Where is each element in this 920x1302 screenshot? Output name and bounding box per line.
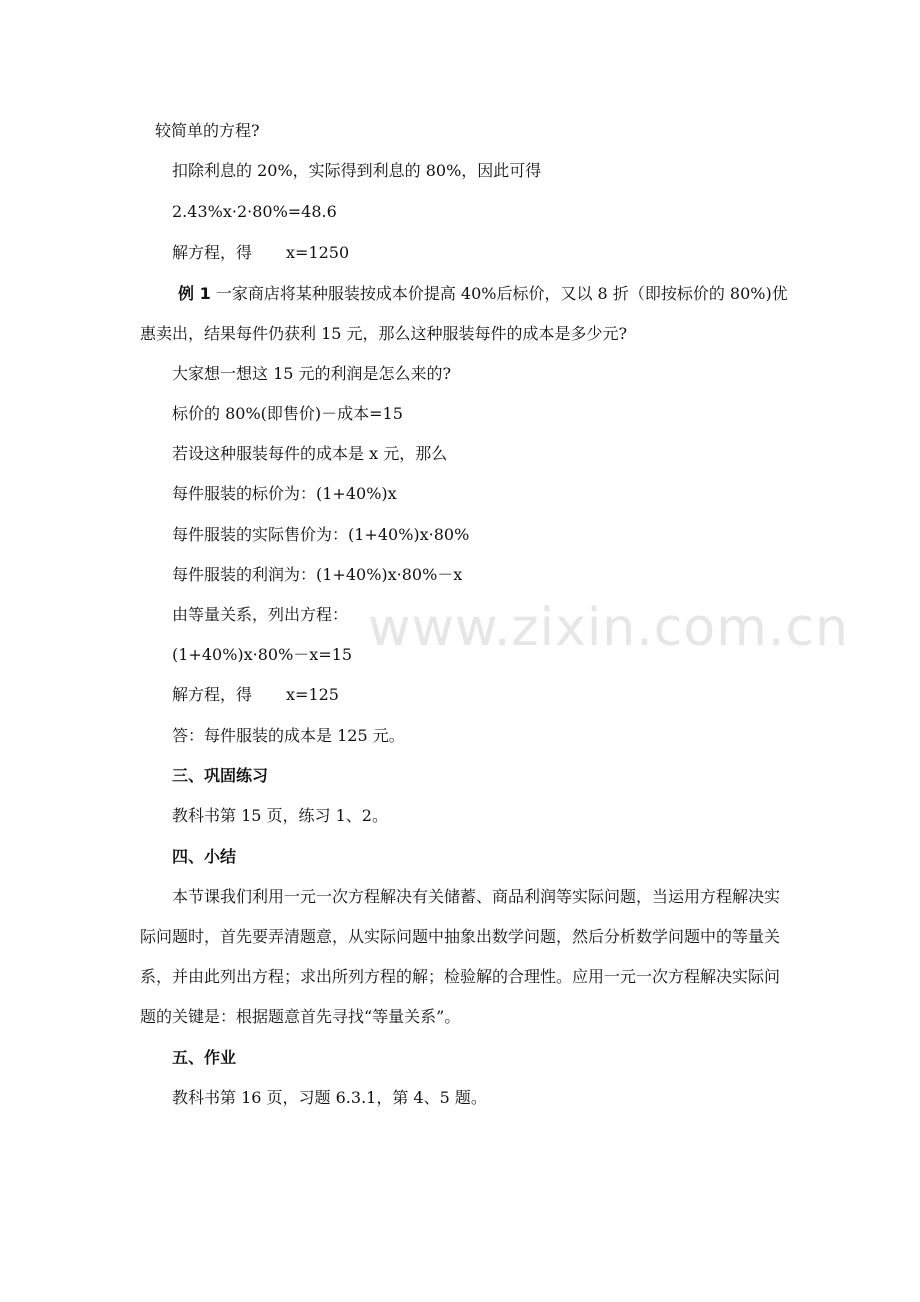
answer-line: 答：每件服装的成本是 125 元。 [172, 726, 405, 745]
equation-line: 2.43%x·2·80%=48.6 [172, 202, 337, 221]
paragraph-line: 题的关键是：根据题意首先寻找“等量关系”。 [140, 1007, 461, 1026]
text-line: 教科书第 15 页，练习 1、2。 [172, 806, 388, 825]
solution-line [172, 242, 349, 264]
paragraph-line: 际问题时，首先要弄清题意，从实际问题中抽象出数学问题，然后分析数学问题中的等量关 [140, 927, 781, 946]
text-line: 教科书第 16 页，习题 6.3.1，第 4、5 题。 [172, 1088, 487, 1107]
solution-value: x=1250 [286, 243, 350, 262]
section-heading: 三、巩固练习 [172, 766, 269, 785]
solution-line [172, 684, 339, 706]
section-heading: 五、作业 [172, 1048, 237, 1067]
text-line: 每件服装的实际售价为：(1+40%)x·80% [172, 525, 470, 544]
text-line: 每件服装的标价为：(1+40%)x [172, 484, 397, 503]
paragraph-line: 本节课我们利用一元一次方程解决有关储蓄、商品利润等实际问题，当运用方程解决实 [172, 887, 781, 906]
text-line: 若设这种服装每件的成本是 x 元，那么 [172, 444, 448, 463]
example-label: 例 1 [178, 284, 211, 303]
example-line [178, 283, 788, 305]
watermark: www.zixin.com.cn [368, 598, 849, 658]
text-line: 标价的 80%(即售价)－成本=15 [172, 404, 403, 423]
section-heading: 四、小结 [172, 847, 237, 866]
solution-label: 解方程，得 [172, 243, 253, 262]
text-line: 较简单的方程? [155, 121, 260, 140]
text-line: 扣除利息的 20%，实际得到利息的 80%，因此可得 [172, 161, 542, 180]
text-line: 每件服装的利润为：(1+40%)x·80%－x [172, 565, 463, 584]
text-line: 惠卖出，结果每件仍获利 15 元，那么这种服装每件的成本是多少元? [140, 324, 628, 343]
solution-value: x=125 [286, 685, 339, 704]
solution-label: 解方程，得 [172, 685, 253, 704]
example-text: 一家商店将某种服装按成本价提高 40%后标价，又以 8 折（即按标价的 80%)优 [215, 284, 788, 303]
paragraph-line: 系，并由此列出方程；求出所列方程的解；检验解的合理性。应用一元一次方程解决实际问 [140, 967, 781, 986]
text-line: 大家想一想这 15 元的利润是怎么来的? [172, 364, 452, 383]
text-line: 由等量关系，列出方程： [172, 605, 349, 624]
equation-line: (1+40%)x·80%－x=15 [172, 645, 353, 664]
